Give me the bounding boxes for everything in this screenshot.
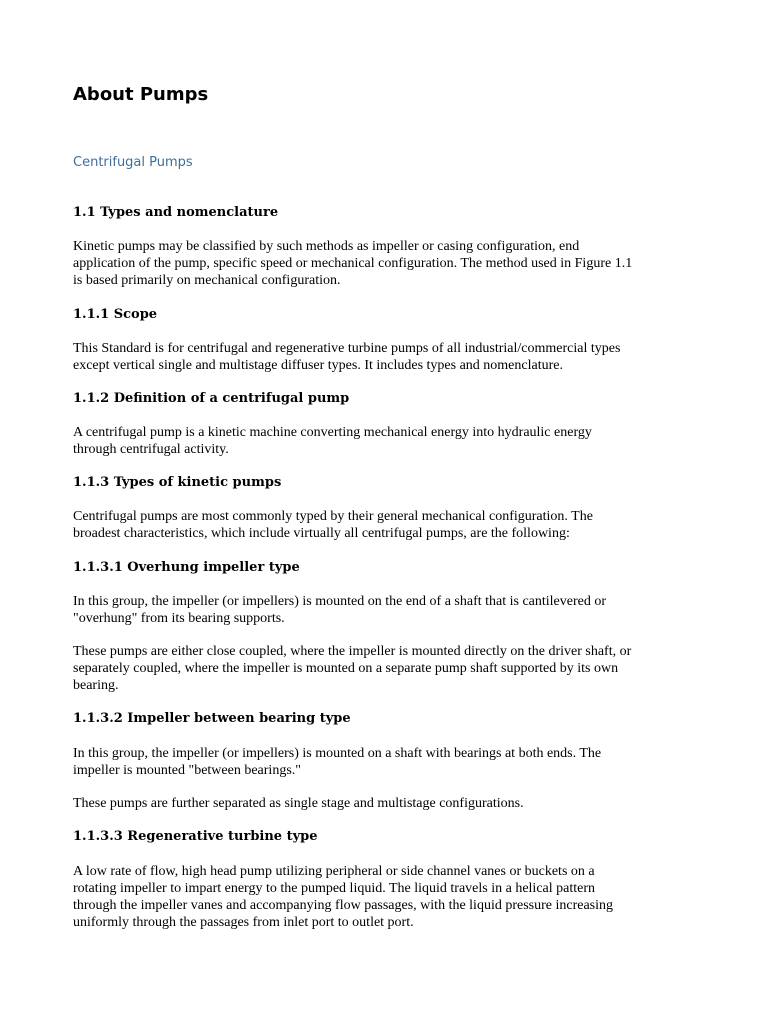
text-line: A centrifugal pump is a kinetic machine converting mechanical energy into hydraulic energy <box>73 425 592 440</box>
text-line: broadest characteristics, which include virtually all centrifugal pumps, are the following: <box>73 526 570 541</box>
heading-definition: 1.1.2 Definition of a centrifugal pump <box>73 391 350 406</box>
text-line: rotating impeller to impart energy to the pumped liquid. The liquid travels in a helical pattern <box>73 881 596 896</box>
heading-between-bearing: 1.1.3.2 Impeller between bearing type <box>73 711 351 726</box>
heading-overhung-impeller: 1.1.3.1 Overhung impeller type <box>73 560 300 575</box>
heading-types-of-kinetic-pumps: 1.1.3 Types of kinetic pumps <box>73 475 282 490</box>
text-line: bearing. <box>73 678 119 693</box>
paragraph-overhung <box>73 593 703 627</box>
heading-regenerative-turbine: 1.1.3.3 Regenerative turbine type <box>73 829 318 844</box>
text-line: This Standard is for centrifugal and regenerative turbine pumps of all industrial/commercial types <box>73 341 621 356</box>
text-line: separately coupled, where the impeller is mounted on a separate pump shaft supported by its own <box>73 661 619 676</box>
text-line: In this group, the impeller (or impellers) is mounted on the end of a shaft that is cantilevered or <box>73 594 607 609</box>
paragraph-regenerative <box>73 863 703 931</box>
text-line: A low rate of flow, high head pump utilizing peripheral or side channel vanes or buckets on a <box>73 864 595 879</box>
text-line: except vertical single and multistage diffuser types. It includes types and nomenclature. <box>73 358 563 373</box>
text-line: is based primarily on mechanical configuration. <box>73 273 341 288</box>
text-line: In this group, the impeller (or impellers) is mounted on a shaft with bearings at both ends. The <box>73 746 602 761</box>
text-line: These pumps are either close coupled, where the impeller is mounted directly on the driver shaft, or <box>73 644 632 659</box>
text-line: "overhung" from its bearing supports. <box>73 611 285 626</box>
text-line: Kinetic pumps may be classified by such methods as impeller or casing configuration, end <box>73 239 580 254</box>
text-line: through centrifugal activity. <box>73 442 229 457</box>
text-line: These pumps are further separated as single stage and multistage configurations. <box>73 796 524 811</box>
text-line: through the impeller vanes and accompanying flow passages, with the liquid pressure increasing <box>73 898 614 913</box>
paragraph-between-bearing <box>73 745 703 779</box>
text-line: application of the pump, specific speed or mechanical configuration. The method used in Figure 1.1 <box>73 256 633 271</box>
paragraph-classification <box>73 238 703 289</box>
paragraph-kinetic-types <box>73 508 703 542</box>
paragraph-stage-configs <box>73 795 703 812</box>
paragraph-coupling <box>73 643 703 694</box>
page-title: About Pumps <box>73 84 209 105</box>
text-line: Centrifugal pumps are most commonly typed by their general mechanical configuration. The <box>73 509 593 524</box>
heading-scope: 1.1.1 Scope <box>73 307 158 322</box>
section-title: Centrifugal Pumps <box>73 155 193 170</box>
heading-types-and-nomenclature: 1.1 Types and nomenclature <box>73 205 279 220</box>
text-line: uniformly through the passages from inlet port to outlet port. <box>73 915 414 930</box>
paragraph-scope <box>73 340 703 374</box>
text-line: impeller is mounted "between bearings." <box>73 763 301 778</box>
paragraph-definition <box>73 424 703 458</box>
